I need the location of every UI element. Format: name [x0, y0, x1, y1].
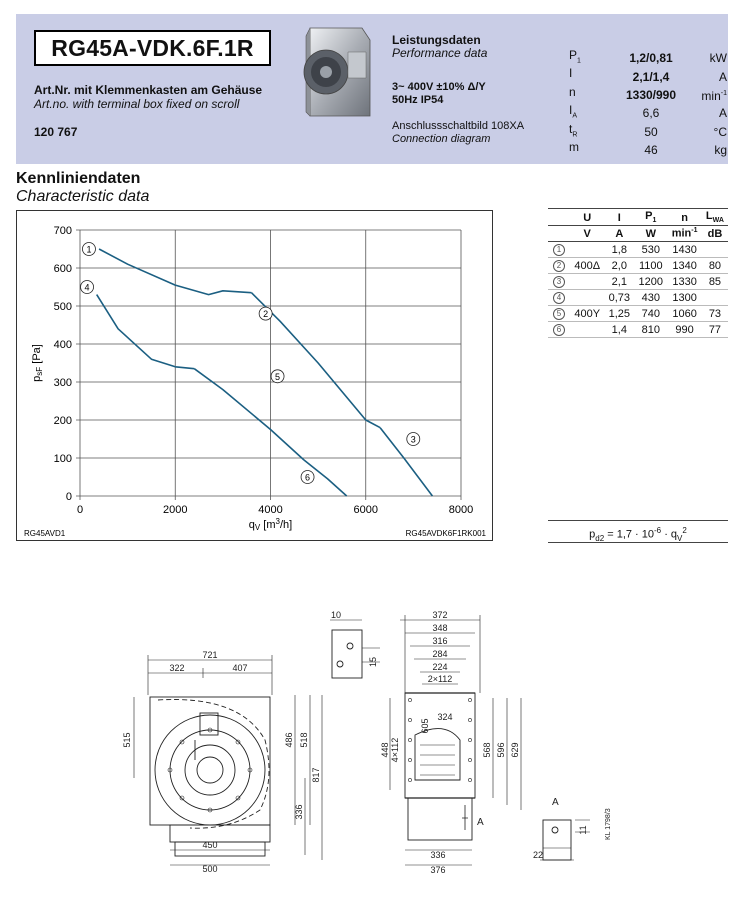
series-label-2: 2 — [263, 309, 269, 320]
view-label-a: A — [477, 817, 484, 828]
dimension-label: 605 — [420, 718, 430, 734]
y-tick-label: 700 — [53, 225, 72, 237]
chart-note-left: RG45AVD1 — [24, 529, 66, 538]
perf-row: m 46 kg — [569, 139, 727, 158]
dimension-label: 515 — [122, 732, 132, 748]
detail-a-bracket — [543, 820, 571, 860]
series-label-3: 3 — [410, 434, 416, 445]
dimension-label: 486 — [284, 732, 294, 748]
perf-row: I 2,1/1,4 A — [569, 66, 727, 84]
perf-row: $I_A$ 6,6 A — [569, 103, 727, 121]
dimension-label: 596 — [496, 742, 506, 758]
y-tick-label: 400 — [53, 339, 72, 351]
dimension-label: 15 — [368, 656, 378, 668]
formula-rule-bottom — [548, 542, 728, 543]
dimension-label: 518 — [299, 732, 309, 748]
dimension-label: 372 — [432, 610, 448, 620]
series-label-4: 4 — [84, 282, 90, 293]
front-scroll-circle — [155, 715, 265, 825]
y-axis-label: psF [Pa] — [31, 344, 44, 382]
frequency-ip-spec: 50Hz IP54 — [392, 94, 444, 106]
dimension-label: 448 — [380, 742, 390, 758]
y-tick-label: 0 — [65, 491, 72, 503]
dimension-label: 336 — [430, 850, 446, 860]
x-axis-label: qV $[m^3/h]$ — [248, 517, 293, 532]
model-title: RG45A-VDK.6F.1R — [34, 30, 271, 66]
side-housing-outline — [405, 693, 475, 798]
y-tick-label: 600 — [53, 263, 72, 275]
dimension-label: 336 — [294, 804, 304, 820]
table-row: 4 0,73 430 1300 — [548, 290, 728, 306]
dimension-label: 629 — [510, 742, 520, 758]
connection-diagram-en: Connection diagram — [392, 133, 491, 145]
dimension-label: 817 — [311, 767, 321, 783]
perf-title-en: Performance data — [392, 46, 488, 60]
fan-product-image — [296, 22, 376, 120]
dimension-label: 2×112 — [427, 674, 453, 684]
table-row: 6 1,4 810 990 77 — [548, 322, 728, 338]
section-title-en: Characteristic data — [16, 188, 150, 205]
dimension-drawing — [100, 600, 740, 890]
table-row: 1 1,8 530 1430 — [548, 242, 728, 258]
x-tick-label: 0 — [76, 504, 84, 516]
side-base — [408, 798, 472, 840]
voltage-spec: 3~ 400V ±10% Δ/Y — [392, 81, 486, 93]
series-label-5: 5 — [275, 371, 281, 382]
dimension-label: 407 — [232, 663, 248, 673]
y-tick-label: 300 — [53, 377, 72, 389]
perf-title-de: Leistungsdaten — [392, 33, 481, 47]
dimension-label: 284 — [432, 649, 448, 659]
x-tick-label: 2000 — [163, 504, 188, 516]
article-number: 120 767 — [34, 125, 78, 139]
pressure-formula: $p_{d2} = 1,7 \cdot 10^{-6} \cdot q_V^2$ — [589, 526, 687, 543]
operating-points-table — [548, 210, 728, 338]
characteristic-chart — [16, 210, 494, 542]
chart-note-right: RG45AVDK6F1RK001 — [405, 529, 486, 538]
performance-table — [569, 49, 727, 159]
dimension-label: 316 — [432, 636, 448, 646]
series-label-6: 6 — [305, 472, 311, 483]
article-number-label-en: Art.no. with terminal box fixed on scroll — [34, 97, 240, 111]
series-label-1: 1 — [86, 244, 92, 255]
dimension-label: 376 — [430, 865, 446, 875]
dimension-label: 568 — [482, 742, 492, 758]
drawing-reference: KL 1798/3 — [605, 808, 612, 840]
dimension-label: 224 — [432, 662, 448, 672]
series-line-3 — [380, 428, 432, 496]
x-tick-label: 4000 — [258, 504, 283, 516]
y-tick-label: 500 — [53, 301, 72, 313]
dimension-label: 500 — [202, 864, 218, 874]
dimension-label: 348 — [432, 623, 448, 633]
table-head-row: U I $P_1$ n $L_{WA}$ — [548, 210, 728, 226]
table-top-rule — [548, 208, 728, 209]
dimension-label: 721 — [202, 650, 218, 660]
table-unit-row: V A W $\min^{-1}$ dB — [548, 226, 728, 242]
section-title-de: Kennliniendaten — [16, 170, 141, 187]
dimension-label: 10 — [330, 610, 342, 620]
perf-row: $P_1$ 1,2/0,81 kW — [569, 48, 727, 66]
table-row: 3 2,1 1200 1330 85 — [548, 274, 728, 290]
article-number-label-de: Art.Nr. mit Klemmenkasten am Gehäuse — [34, 83, 263, 97]
dimension-label: 4×112 — [390, 737, 400, 763]
y-tick-label: 100 — [53, 453, 72, 465]
table-row: 2 400Δ 2,0 1100 1340 80 — [548, 258, 728, 274]
view-label-a: A — [552, 797, 559, 808]
chart-frame — [17, 211, 493, 541]
y-tick-label: 200 — [53, 415, 72, 427]
dimension-label: 11 — [578, 825, 588, 835]
dimension-label: 22 — [532, 850, 544, 860]
x-tick-label: 8000 — [448, 504, 474, 516]
x-tick-label: 6000 — [353, 504, 378, 516]
detail-bracket — [332, 630, 362, 678]
perf-row: $t_R$ 50 °C — [569, 121, 727, 139]
dimension-label: 450 — [202, 840, 218, 850]
table-row: 5 400Y 1,25 740 1060 73 — [548, 306, 728, 322]
dimension-label: 322 — [169, 663, 185, 673]
formula-rule-top — [548, 520, 728, 521]
perf-row: n 1330/990 $\min^{-1}$ — [569, 84, 727, 103]
dimension-label: 324 — [437, 712, 453, 722]
connection-diagram-de: Anschlussschaltbild 108XA — [392, 120, 525, 132]
